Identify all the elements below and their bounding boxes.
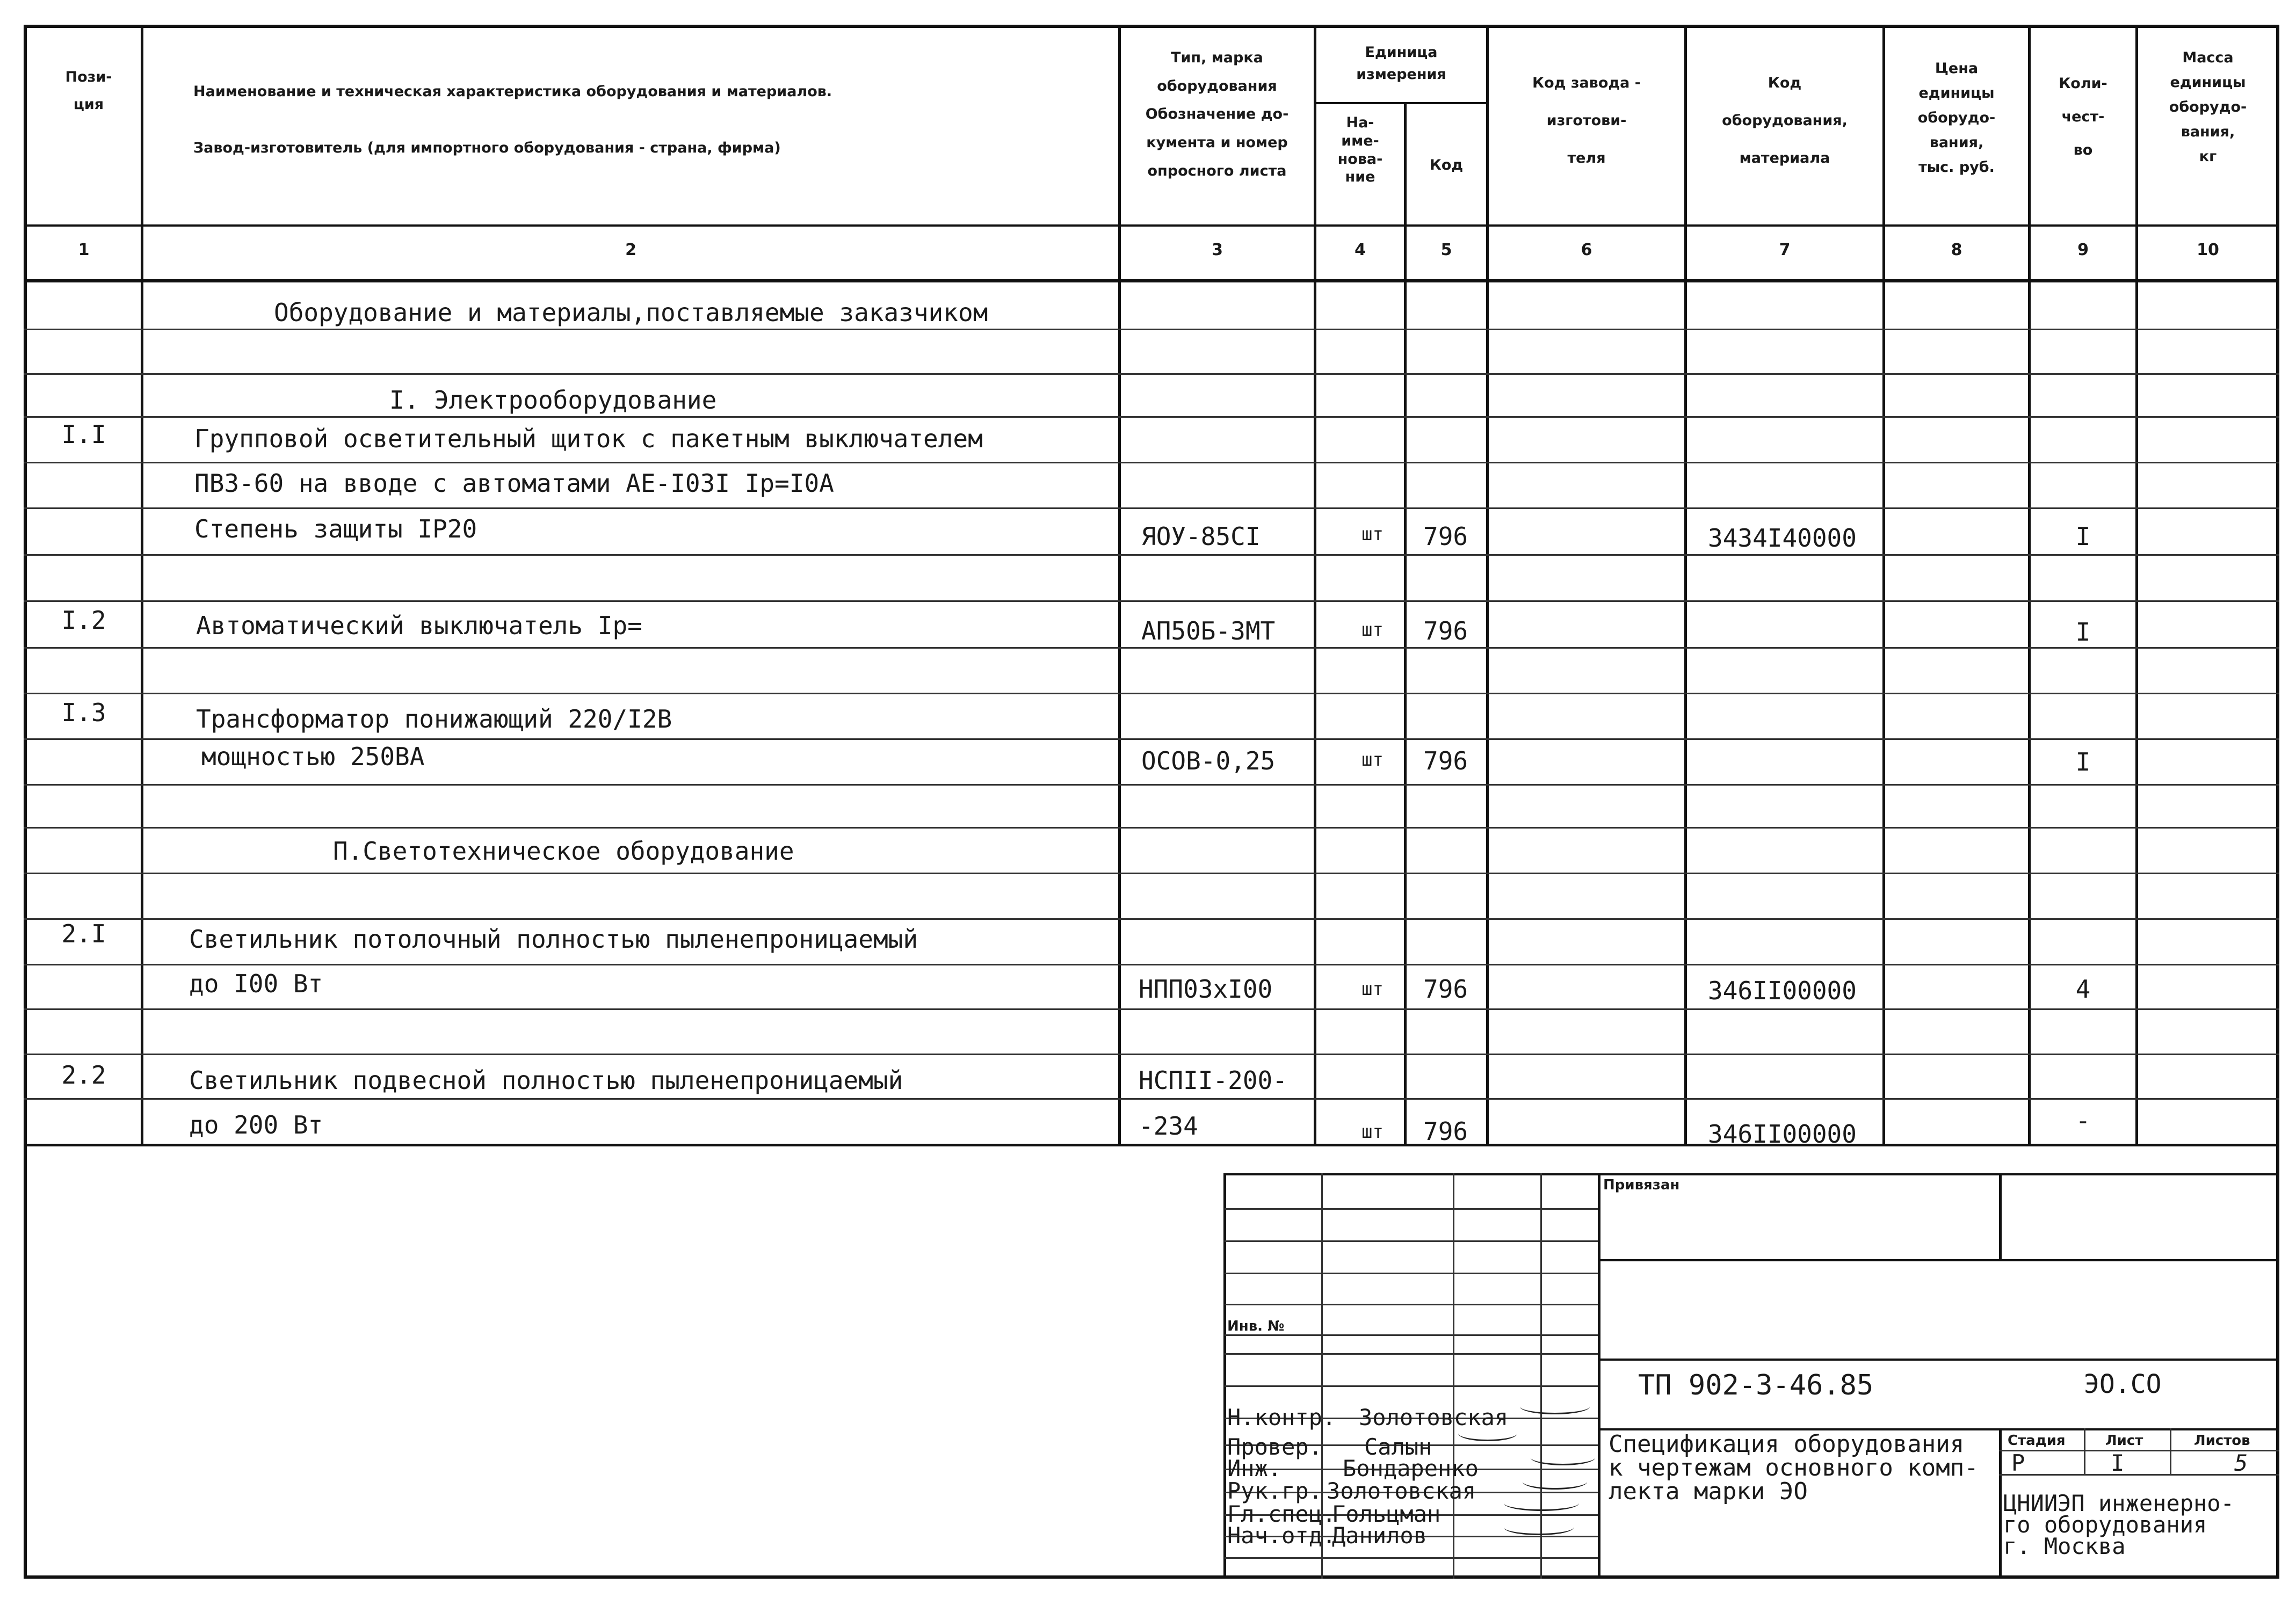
row-quantity: I: [2075, 522, 2091, 551]
header-mass: Масса единицы оборудо- вания, кг: [2169, 49, 2247, 165]
row-unit: шт: [1361, 1121, 1384, 1143]
privyazan-label: Привязан: [1603, 1177, 1680, 1193]
row-unit: шт: [1361, 749, 1384, 771]
document-title: Спецификация оборудования к чертежам основного комп- лекта марки ЭО: [1609, 1430, 1979, 1505]
row-type: НСПII-200-: [1139, 1066, 1287, 1095]
header-plant-code: Код завода - изготови- теля: [1532, 75, 1641, 167]
row-equipment-code: 346II00000: [1708, 976, 1857, 1005]
role-chief-specialist: Гл.спец.: [1227, 1501, 1336, 1527]
row-type: НПП03хI00: [1139, 975, 1273, 1004]
signature: [1504, 1495, 1579, 1511]
col-num-1: 1: [78, 241, 90, 259]
header-unit: Единица измерения: [1356, 44, 1446, 83]
organization: ЦНИИЭП инженерно- го оборудования г. Москва: [2003, 1490, 2234, 1559]
document-code: ТП 902-3-46.85: [1638, 1369, 1874, 1401]
header-quantity: Коли- чест- во: [2059, 75, 2107, 159]
row-name: Трансформатор понижающий 220/I2В: [196, 704, 672, 733]
name-group-head: Золотовская: [1327, 1478, 1476, 1504]
row-type: -234: [1139, 1112, 1198, 1141]
row-name: ПВЗ-60 на вводе с автоматами АЕ-I03I Iр=I0А: [194, 469, 834, 498]
sheet-value: I: [2111, 1450, 2125, 1476]
name-chief-specialist: Гольцман: [1332, 1501, 1441, 1527]
role-checked: Провер.: [1227, 1434, 1323, 1460]
name-checked: Салын: [1364, 1434, 1432, 1460]
col-num-10: 10: [2197, 241, 2219, 259]
inventory-number-label: Инв. №: [1227, 1318, 1285, 1334]
row-type: АП50Б-3МТ: [1141, 616, 1276, 645]
row-unit-code: 796: [1423, 1117, 1468, 1146]
col-num-7: 7: [1779, 241, 1791, 259]
col-num-9: 9: [2077, 241, 2089, 259]
row-name: Светильник подвесной полностью пыленепроницаемый: [189, 1066, 903, 1095]
role-normcontrol: Н.контр.: [1227, 1404, 1336, 1430]
row-quantity: -: [2075, 1106, 2091, 1135]
row-unit-code: 796: [1423, 616, 1468, 645]
row-unit-code: 796: [1423, 522, 1468, 551]
stage-label: Стадия: [2008, 1433, 2066, 1449]
header-name-line2: Завод-изготовитель (для импортного оборудования - страна, фирма): [193, 140, 781, 156]
row-type: ОСОВ-0,25: [1141, 746, 1276, 775]
sheet-label: Лист: [2105, 1433, 2143, 1449]
row-position: I.I: [61, 420, 106, 449]
row-name: Групповой осветительный щиток с пакетным выключателем: [194, 424, 983, 453]
name-engineer: Бондаренко: [1343, 1455, 1479, 1481]
col-num-6: 6: [1581, 241, 1592, 259]
document-mark: ЭО.СО: [2084, 1369, 2162, 1399]
role-department-head: Нач.отд.: [1227, 1522, 1336, 1549]
row-unit-code: 796: [1423, 746, 1468, 775]
row-name: до I00 Вт: [189, 969, 323, 998]
row-quantity: I: [2075, 747, 2091, 776]
row-quantity: I: [2075, 618, 2091, 647]
row-position: 2.I: [61, 919, 106, 948]
stage-value: Р: [2011, 1450, 2025, 1476]
row-name: до 200 Вт: [189, 1110, 323, 1139]
row-name: Степень защиты IP20: [194, 514, 477, 543]
subsection-heading: П.Светотехническое оборудование: [333, 837, 794, 866]
row-equipment-code: 3434I40000: [1708, 524, 1857, 553]
signature: [1504, 1520, 1574, 1535]
col-num-2: 2: [625, 241, 636, 259]
row-type: ЯОУ-85СI: [1141, 522, 1261, 551]
row-name: мощностью 250ВА: [201, 742, 425, 771]
row-name: Светильник потолочный полностью пыленепроницаемый: [189, 925, 918, 954]
col-num-4: 4: [1355, 241, 1366, 259]
row-unit: шт: [1361, 619, 1384, 641]
sheets-label: Листов: [2194, 1433, 2250, 1449]
row-position: I.2: [61, 606, 106, 635]
name-normcontrol: Золотовская: [1359, 1404, 1509, 1430]
sheets-value: 5: [2234, 1450, 2248, 1476]
col-num-3: 3: [1212, 241, 1223, 259]
row-unit: шт: [1361, 524, 1384, 545]
row-name: Автоматический выключатель Iр=: [196, 611, 642, 640]
signature: [1523, 1474, 1587, 1490]
header-unit-name: На- име- нова- ние: [1337, 114, 1383, 186]
subsection-heading: I. Электрооборудование: [389, 386, 717, 415]
row-unit: шт: [1361, 978, 1384, 1000]
header-unit-code: Код: [1429, 157, 1464, 173]
col-num-5: 5: [1440, 241, 1452, 259]
header-equipment-code: Код оборудования, материала: [1722, 75, 1848, 167]
signature: [1531, 1450, 1595, 1465]
row-equipment-code: 346II00000: [1708, 1120, 1857, 1149]
row-position: 2.2: [61, 1061, 106, 1089]
row-position: I.3: [61, 698, 106, 727]
name-department-head: Данилов: [1332, 1522, 1428, 1549]
row-quantity: 4: [2075, 975, 2091, 1004]
signature: [1458, 1426, 1517, 1441]
header-price: Цена единицы оборудо- вания, тыс. руб.: [1917, 60, 1996, 176]
header-type: Тип, марка оборудования Обозначение до- кумента и номер опросного листа: [1145, 49, 1289, 179]
signature: [1520, 1399, 1590, 1414]
role-group-head: Рук.гр.: [1227, 1478, 1323, 1504]
section-heading: Оборудование и материалы,поставляемые заказчиком: [274, 298, 988, 327]
row-unit-code: 796: [1423, 975, 1468, 1004]
header-name-line1: Наименование и техническая характеристика оборудования и материалов.: [193, 83, 832, 100]
header-position: Пози- ция: [65, 69, 112, 113]
col-num-8: 8: [1951, 241, 1962, 259]
role-engineer: Инж.: [1227, 1455, 1282, 1481]
